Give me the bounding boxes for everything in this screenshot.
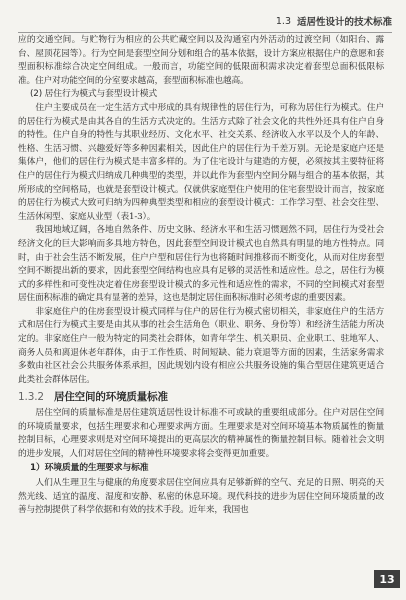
subheading-3: 1）环境质量的生理要求与标准 xyxy=(30,463,149,474)
paragraph-4: 非家庭住户的住房套型设计模式同样与住户的居住行为模式密切相关，非家庭住户的生活方式和居住行为模式主要是由其从事的社会生活角色（职业、职务、身份等）和经济生活能力所决定的。非家庭住户一般为特定的同类社会群体，如青年学生、机关职员、企业职工、驻地军人、商务人员和离退休老年群体，由于工作性质、时间短缺、能力衰退等方面的因素，生活家务需求多数由社区社会公共服务体系承担，因此规划内设有相应公共服务设施的集合型居住建筑更适合此类社会群体居住。 xyxy=(18,306,384,385)
paragraph-3: 我国地域辽阔，各地自然条件、历史文脉、经济水平和生活习惯迥然不同，居住行为受社会经济文化的巨大影响而多具地方特色，因此套型空间设计模式也自然具有明显的地方性特点。同时，由于社会生活不断发展，住户户型和居住行为也将随时间推移而不断变化，从而对住房套型空间不断提出新的要求，因此套型空间结构也应具有足够的灵活性和适应性。总之，居住行为模式的多样性和可变性决定着住房套型设计模式的多元性和适应性的需求，不同的空间模式对套型居住面积标准的确定具有显著的差异，这也是制定居住面积标准时必须考虑的重要因素。 xyxy=(18,225,384,304)
subheading-2: (2) 居住行为模式与套型设计模式 xyxy=(30,89,158,100)
paragraph-2: 住户主要成员在一定生活方式中形成的具有规律性的居住行为，可称为居住行为模式。住户的居住行为模式是由其各自的生活方式决定的。生活方式除了社会文化的共性外还具有住户自身的特性。住户自身的特性与其职业经历、文化水平、社交关系、经济收入水平以及个人的年龄、性格、生活习惯、兴趣爱好等多种因素相关，因此住户的居住行为千差万别。无论是家庭户还是集体户，他们的居住行为模式是丰富多样的。为了住宅设计与建造的方便，必须按其主要特征将住户的居住行为模式归纳成几种典型的类型，并以此作为套型内空间分隔与组合的基本依据，其所形成的空间格局，也就是套型设计模式。仅就供家庭型住户使用的住宅套型设计而言，按家庭的居住行为模式大致可归纳为四种典型类型和相应的套型设计模式：工作学习型、社会交往型、生活休闲型、家庭从业型（表1-3）。 xyxy=(18,102,384,222)
paragraph-5: 居住空间的质量标准是居住建筑适居性设计标准不可或缺的重要组成部分。住户对居住空间的环境质量要求，包括生理要求和心理要求两方面。生理要求是对空间环境基本物质属性的衡量控制目标，心理要求则是对空间环境提出的更高层次的精神属性的衡量控制目标。随着社会文明的进步发展，人们对居住空间的精神性环境要求将会变得更加重要。 xyxy=(18,408,384,459)
section-title: 居住空间的环境质量标准 xyxy=(53,391,168,404)
running-header xyxy=(18,10,392,33)
section-number: 1.3.2 xyxy=(18,391,44,404)
paragraph-1: 应的交通空间。与贮物行为相应的公共贮藏空间以及沟通室内外活动的过渡空间（如阳台、露台、屋顶花园等）。行为空间是套型空间分划和组合的基本依据，设计方案应根据住户的意愿和套型面积标准综合决定空间组成。一般而言，功能空间的低限面积需求决定着套型总面积低限标准。住户对功能空间的分室要求越高，套型面积标准也越高。 xyxy=(18,35,384,86)
section-heading xyxy=(18,391,384,405)
header-section-number: 1.3 xyxy=(275,15,291,27)
paragraph-6: 人们从生理卫生与健康的角度要求居住空间应具有足够新鲜的空气、充足的日照、明亮的天然光线、适宜的温度、湿度和安静、私密的休息环境。现代科技的进步为居住空间环境质量的改善与控制提供了科学依据和有效的技术手段。近年来，我国也 xyxy=(18,478,384,516)
page-body xyxy=(18,34,384,518)
page-number-badge: 13 xyxy=(374,570,400,588)
header-section-title: 适居性设计的技术标准 xyxy=(296,17,392,28)
